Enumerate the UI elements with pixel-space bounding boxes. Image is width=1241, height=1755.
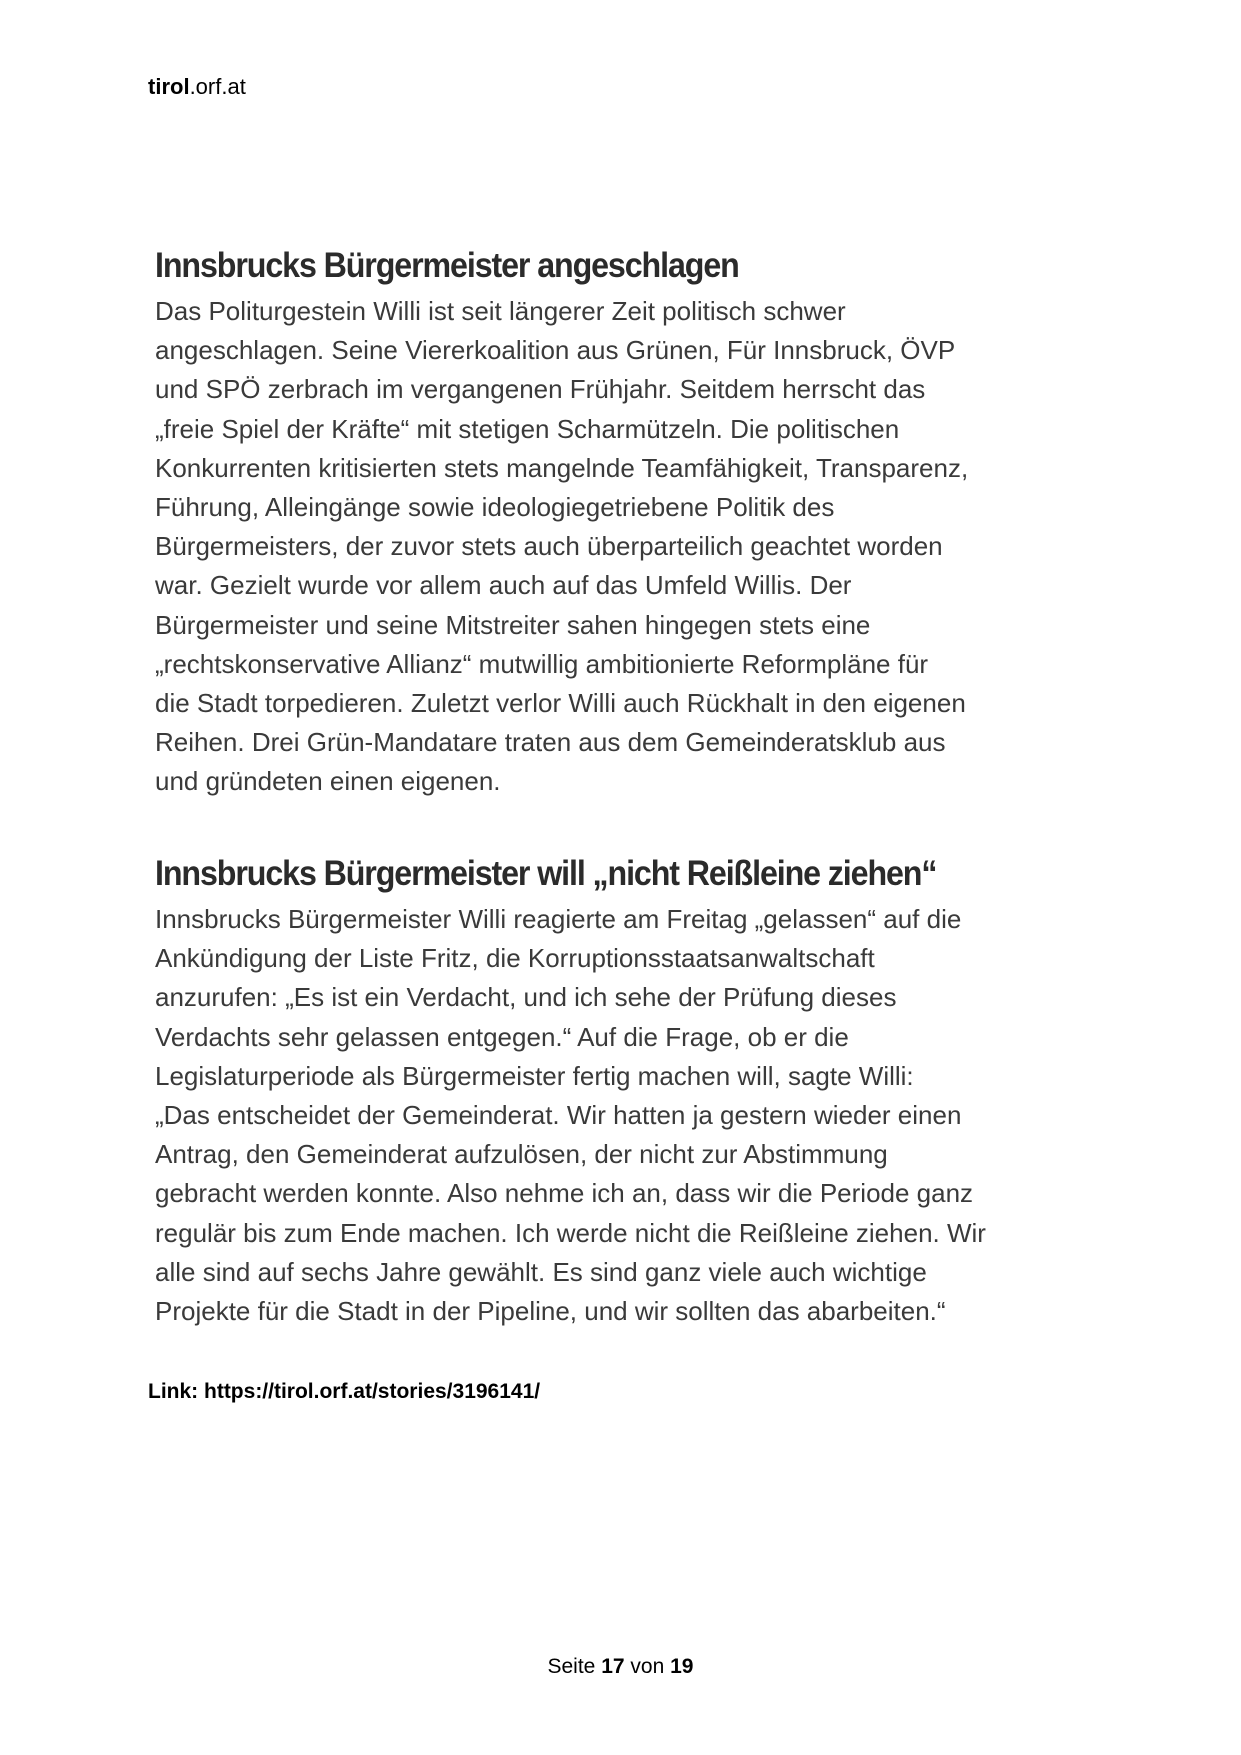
body-line: „rechtskonservative Allianz“ mutwillig ambitionierte Reformpläne für (155, 648, 929, 679)
body-line: war. Gezielt wurde vor allem auch auf das Umfeld Willis. Der (155, 570, 852, 601)
body-line: Bürgermeister und seine Mitstreiter sahen hingegen stets eine (155, 609, 871, 640)
body-line: „freie Spiel der Kräfte“ mit stetigen Scharmützeln. Die politischen (155, 413, 900, 444)
article-heading: Innsbrucks Bürgermeister angeschlagen (155, 246, 739, 285)
body-line: Innsbrucks Bürgermeister Willi reagierte am Freitag „gelassen“ auf die (155, 904, 962, 934)
body-line: Reihen. Drei Grün-Mandatare traten aus dem Gemeinderatsklub aus (155, 727, 946, 758)
body-line: Konkurrenten kritisierten stets mangelnde Teamfähigkeit, Transparenz, (155, 452, 969, 483)
body-line: Legislaturperiode als Bürgermeister fertig machen will, sagte Willi: (155, 1060, 914, 1091)
article-section-2 (155, 854, 1105, 1331)
body-line: „Das entscheidet der Gemeinderat. Wir hatten ja gestern wieder einen (155, 1100, 962, 1131)
body-line: Führung, Alleingänge sowie ideologiegetriebene Politik des (155, 492, 835, 523)
body-line: und SPÖ zerbrach im vergangenen Frühjahr. Seitdem herrscht das (155, 374, 926, 405)
body-line: Projekte für die Stadt in der Pipeline, und wir sollten das abarbeiten.“ (155, 1296, 946, 1327)
body-line: Das Politurgestein Willi ist seit längerer Zeit politisch schwer (155, 296, 846, 326)
site-name-rest: .orf.at (189, 74, 246, 99)
total-pages: 19 (670, 1655, 694, 1678)
body-line: Bürgermeisters, der zuvor stets auch überparteilich geachtet worden (155, 531, 943, 562)
body-line: Antrag, den Gemeinderat aufzulösen, der nicht zur Abstimmung (155, 1139, 888, 1170)
body-line: alle sind auf sechs Jahre gewählt. Es sind ganz viele auch wichtige (155, 1256, 927, 1287)
page-footer (0, 1655, 1241, 1679)
footer-prefix: Seite (547, 1655, 596, 1678)
site-name-bold: tirol (148, 74, 190, 99)
current-page: 17 (601, 1655, 625, 1678)
site-name (148, 74, 246, 100)
body-line: anzurufen: „Es ist ein Verdacht, und ich sehe der Prüfung dieses (155, 982, 897, 1013)
article-body (155, 292, 1105, 802)
body-line: gebracht werden konnte. Also nehme ich an, dass wir die Periode ganz (155, 1178, 974, 1209)
article-heading: Innsbrucks Bürgermeister will „nicht Reißleine ziehen“ (155, 854, 937, 893)
source-link[interactable]: Link: https://tirol.orf.at/stories/3196141/ (148, 1380, 541, 1403)
article-section-1 (155, 246, 1105, 802)
body-line: angeschlagen. Seine Viererkoalition aus Grünen, Für Innsbruck, ÖVP (155, 335, 956, 366)
body-line: die Stadt torpedieren. Zuletzt verlor Willi auch Rückhalt in den eigenen (155, 688, 966, 719)
article-body (155, 900, 1105, 1331)
body-line: Verdachts sehr gelassen entgegen.“ Auf die Frage, ob er die (155, 1021, 849, 1052)
body-line: und gründeten einen eigenen. (155, 766, 501, 797)
body-line: regulär bis zum Ende machen. Ich werde nicht die Reißleine ziehen. Wir (155, 1217, 986, 1248)
footer-von: von (630, 1655, 665, 1678)
body-line: Ankündigung der Liste Fritz, die Korruptionsstaatsanwaltschaft (155, 943, 875, 974)
